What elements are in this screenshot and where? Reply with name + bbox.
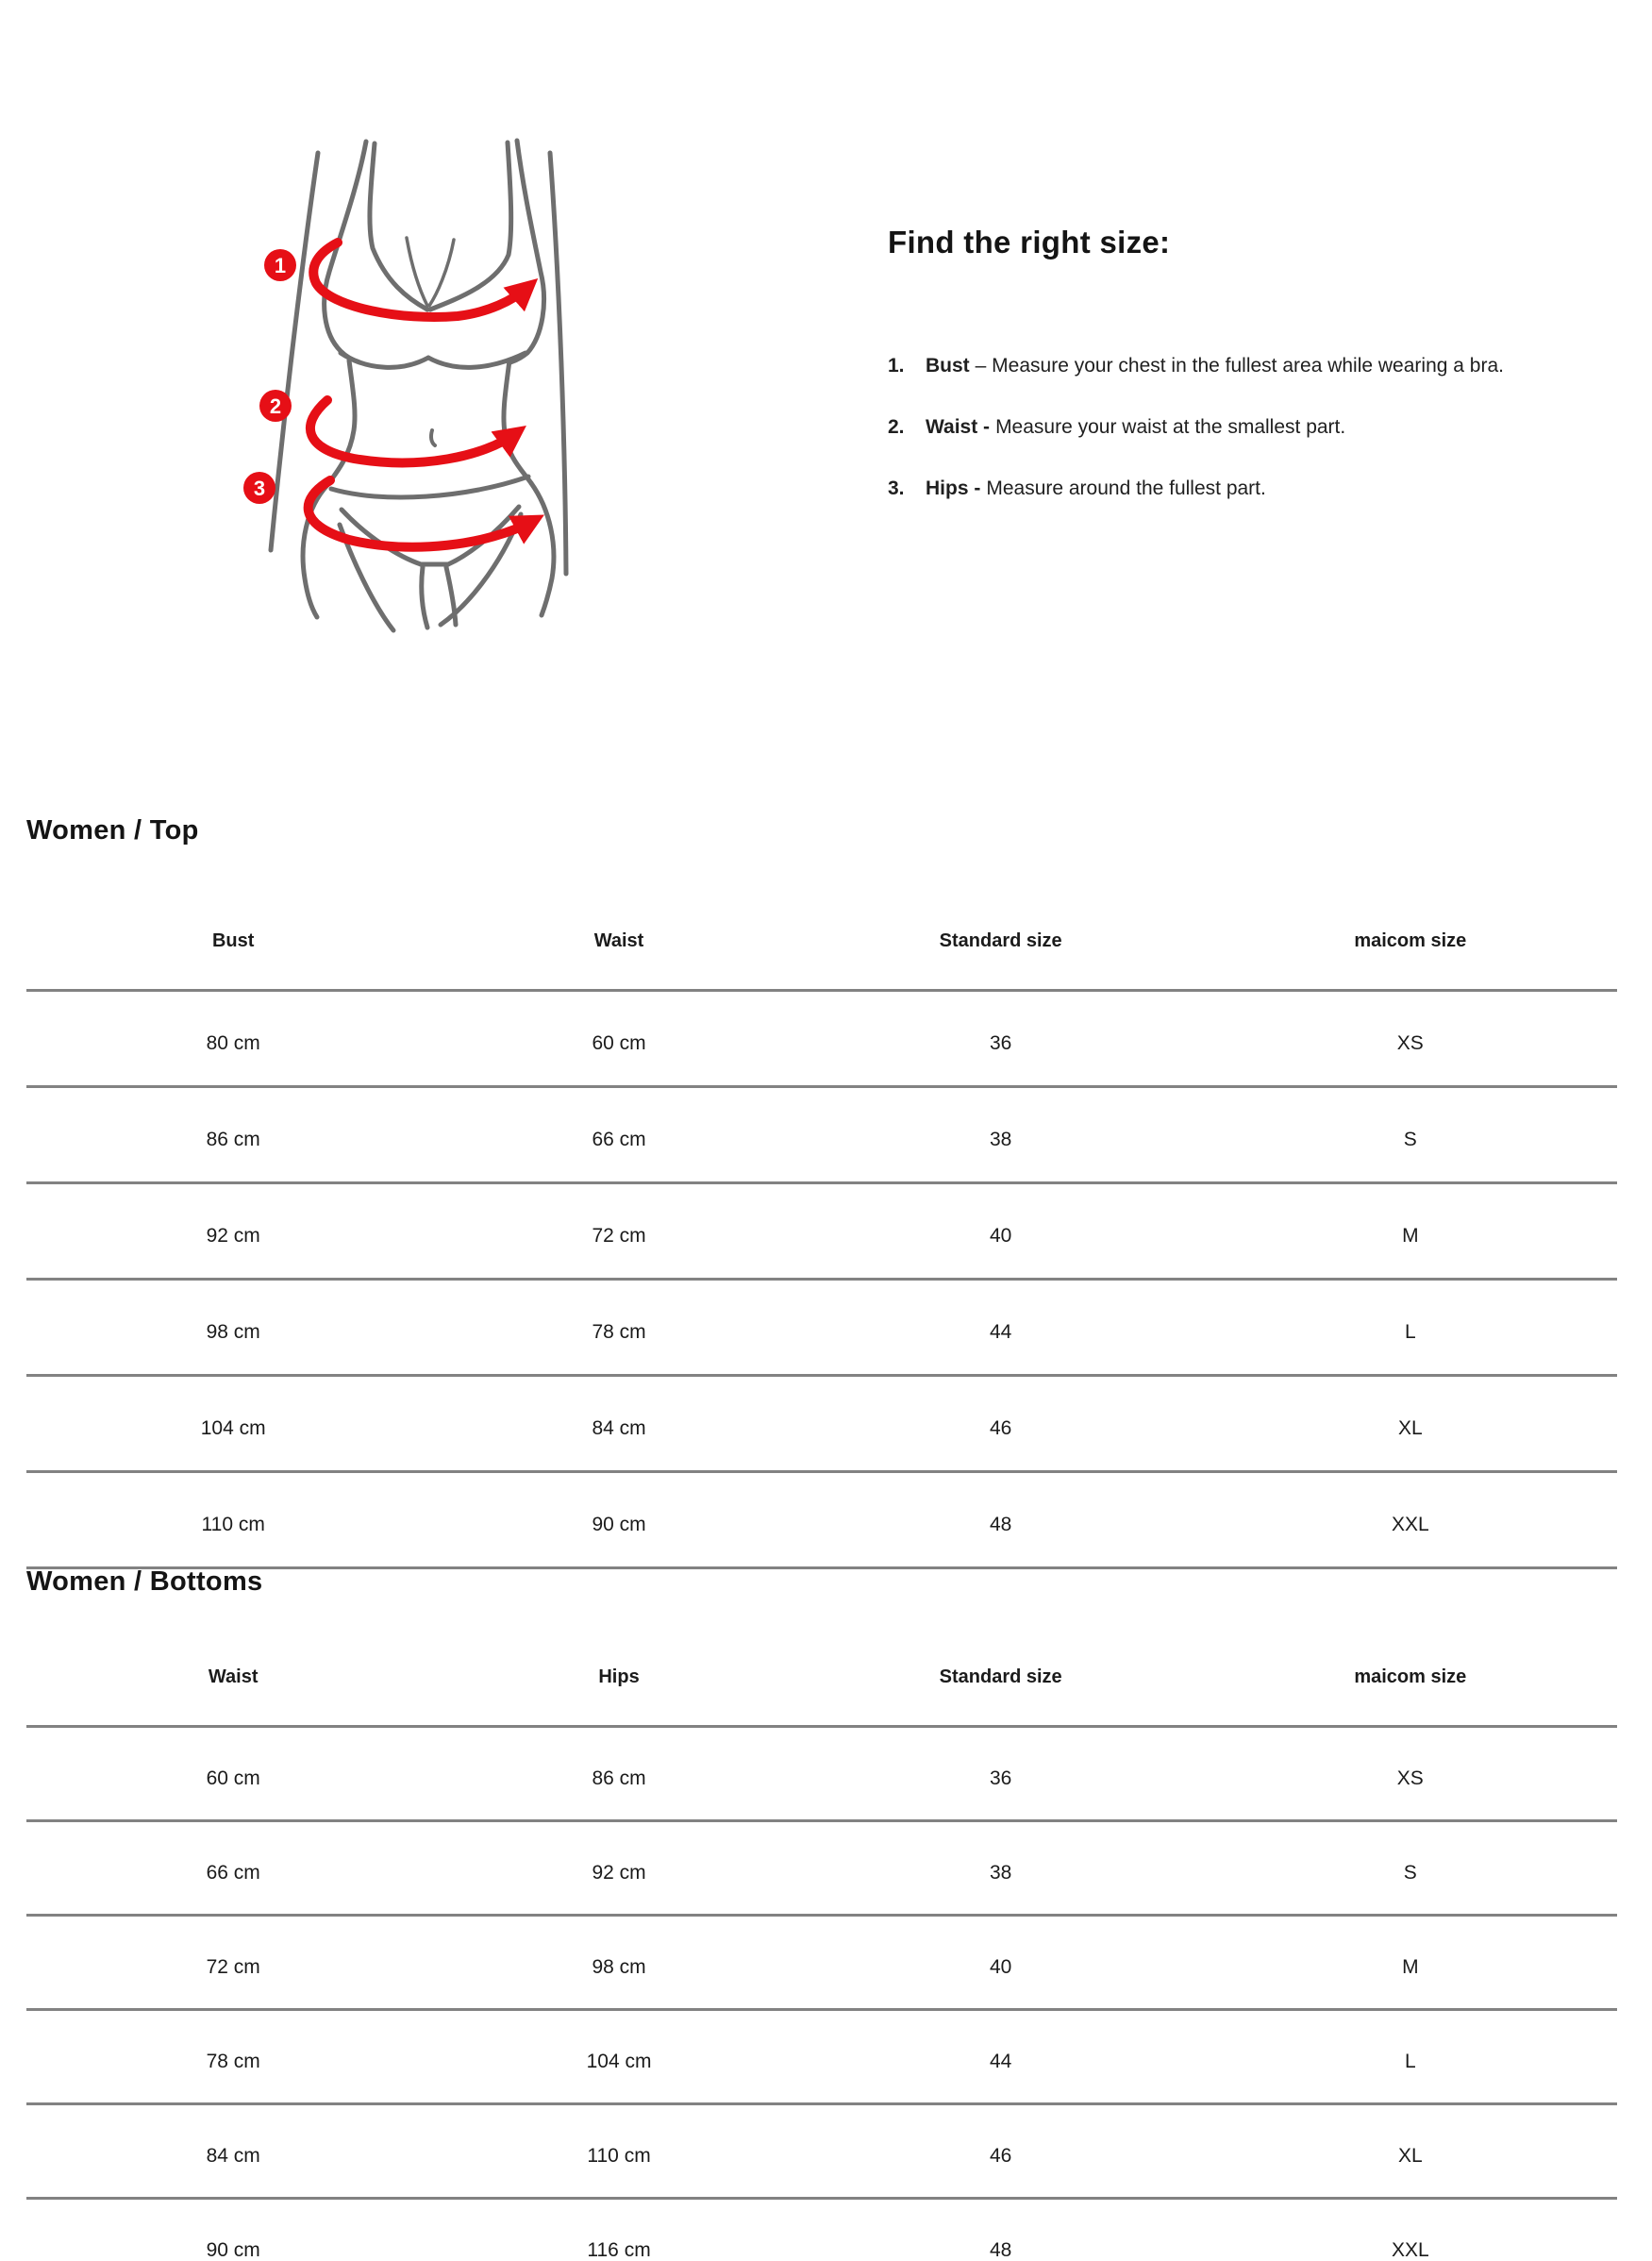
instruction-label: Hips -: [926, 477, 981, 499]
table-cell: 92 cm: [440, 1821, 797, 1916]
table-cell: S: [1204, 1821, 1617, 1916]
marker-3-hips-badge: [243, 472, 275, 504]
column-header-standard-size: Standard size: [798, 885, 1204, 991]
svg-text:3: 3: [253, 477, 266, 500]
table-cell: XL: [1204, 1376, 1617, 1472]
table-cell: 46: [798, 2104, 1204, 2199]
marker-2-waist-badge: [259, 390, 292, 422]
body-measurement-diagram: [156, 83, 599, 649]
body-outline: [271, 141, 566, 630]
table-cell: 48: [798, 1472, 1204, 1568]
marker-1-bust-badge: [264, 249, 296, 281]
table-cell: 40: [798, 1916, 1204, 2010]
table-cell: 48: [798, 2199, 1204, 2261]
table-cell: 104 cm: [26, 1376, 440, 1472]
table-cell: 90 cm: [26, 2199, 440, 2261]
column-header-waist: Waist: [440, 885, 797, 991]
table-row: [26, 2104, 1617, 2199]
table-cell: M: [1204, 1183, 1617, 1280]
instruction-item-hips: [888, 477, 1614, 500]
table-cell: 60 cm: [440, 991, 797, 1087]
instruction-number: 2.: [888, 416, 905, 438]
column-header-hips: Hips: [440, 1621, 797, 1727]
instruction-number: 3.: [888, 477, 905, 499]
table-women-bottoms: [26, 1621, 1617, 2261]
table-row: [26, 1183, 1617, 1280]
table-cell: S: [1204, 1087, 1617, 1183]
table-cell: 90 cm: [440, 1472, 797, 1568]
table-women-top: [26, 885, 1617, 1569]
table-row: [26, 1821, 1617, 1916]
table-cell: 46: [798, 1376, 1204, 1472]
table-cell: 72 cm: [440, 1183, 797, 1280]
column-header-bust: Bust: [26, 885, 440, 991]
instruction-body: [926, 355, 1504, 377]
table-cell: 110 cm: [26, 1472, 440, 1568]
table-row: [26, 2010, 1617, 2104]
table-cell: XXL: [1204, 2199, 1617, 2261]
table-cell: 66 cm: [26, 1821, 440, 1916]
table-cell: 44: [798, 2010, 1204, 2104]
table-cell: L: [1204, 2010, 1617, 2104]
table-cell: 38: [798, 1087, 1204, 1183]
column-header-standard-size: Standard size: [798, 1621, 1204, 1727]
table-row: [26, 1472, 1617, 1568]
table-cell: 110 cm: [440, 2104, 797, 2199]
table-cell: 98 cm: [440, 1916, 797, 2010]
table-row: [26, 1916, 1617, 2010]
table-cell: XS: [1204, 1727, 1617, 1821]
table-cell: 86 cm: [26, 1087, 440, 1183]
table-cell: 98 cm: [26, 1280, 440, 1376]
column-header-maicom-size: maicom size: [1204, 885, 1617, 991]
instruction-number: 1.: [888, 355, 905, 377]
table-row: [26, 1727, 1617, 1821]
table-cell: 104 cm: [440, 2010, 797, 2104]
section-title-women-top: Women / Top: [26, 815, 199, 846]
table-cell: XXL: [1204, 1472, 1617, 1568]
table-cell: XS: [1204, 991, 1617, 1087]
table-cell: 84 cm: [26, 2104, 440, 2199]
instruction-body: [926, 477, 1266, 500]
page-title: Find the right size:: [888, 225, 1171, 260]
table-cell: 78 cm: [440, 1280, 797, 1376]
table-cell: XL: [1204, 2104, 1617, 2199]
instruction-item-waist: [888, 416, 1614, 439]
table-cell: 84 cm: [440, 1376, 797, 1472]
table-cell: 92 cm: [26, 1183, 440, 1280]
svg-text:1: 1: [274, 254, 287, 277]
table-cell: 116 cm: [440, 2199, 797, 2261]
table-header-row: [26, 885, 1617, 991]
table-cell: 44: [798, 1280, 1204, 1376]
instruction-label: Waist -: [926, 416, 991, 438]
table-cell: 78 cm: [26, 2010, 440, 2104]
table-cell: M: [1204, 1916, 1617, 2010]
table-header-row: [26, 1621, 1617, 1727]
instruction-text: – Measure your chest in the fullest area while wearing a bra.: [975, 355, 1504, 377]
table-cell: 36: [798, 1727, 1204, 1821]
table-cell: 36: [798, 991, 1204, 1087]
instruction-list: [888, 355, 1614, 500]
svg-text:2: 2: [269, 394, 282, 418]
measurement-instructions: [888, 225, 1614, 539]
table-cell: 38: [798, 1821, 1204, 1916]
table-cell: 40: [798, 1183, 1204, 1280]
section-title-women-bottoms: Women / Bottoms: [26, 1566, 263, 1597]
table-cell: L: [1204, 1280, 1617, 1376]
waist-arrow-icon: [310, 400, 516, 462]
instruction-item-bust: [888, 355, 1614, 377]
table-cell: 86 cm: [440, 1727, 797, 1821]
table-row: [26, 1087, 1617, 1183]
column-header-waist: Waist: [26, 1621, 440, 1727]
instruction-text: Measure around the fullest part.: [986, 477, 1266, 499]
table-row: [26, 991, 1617, 1087]
table-row: [26, 2199, 1617, 2261]
table-cell: 80 cm: [26, 991, 440, 1087]
table-cell: 60 cm: [26, 1727, 440, 1821]
instruction-text: Measure your waist at the smallest part.: [995, 416, 1346, 438]
table-cell: 66 cm: [440, 1087, 797, 1183]
table-row: [26, 1376, 1617, 1472]
table-row: [26, 1280, 1617, 1376]
table-cell: 72 cm: [26, 1916, 440, 2010]
column-header-maicom-size: maicom size: [1204, 1621, 1617, 1727]
instruction-label: Bust: [926, 355, 970, 377]
instruction-body: [926, 416, 1345, 439]
